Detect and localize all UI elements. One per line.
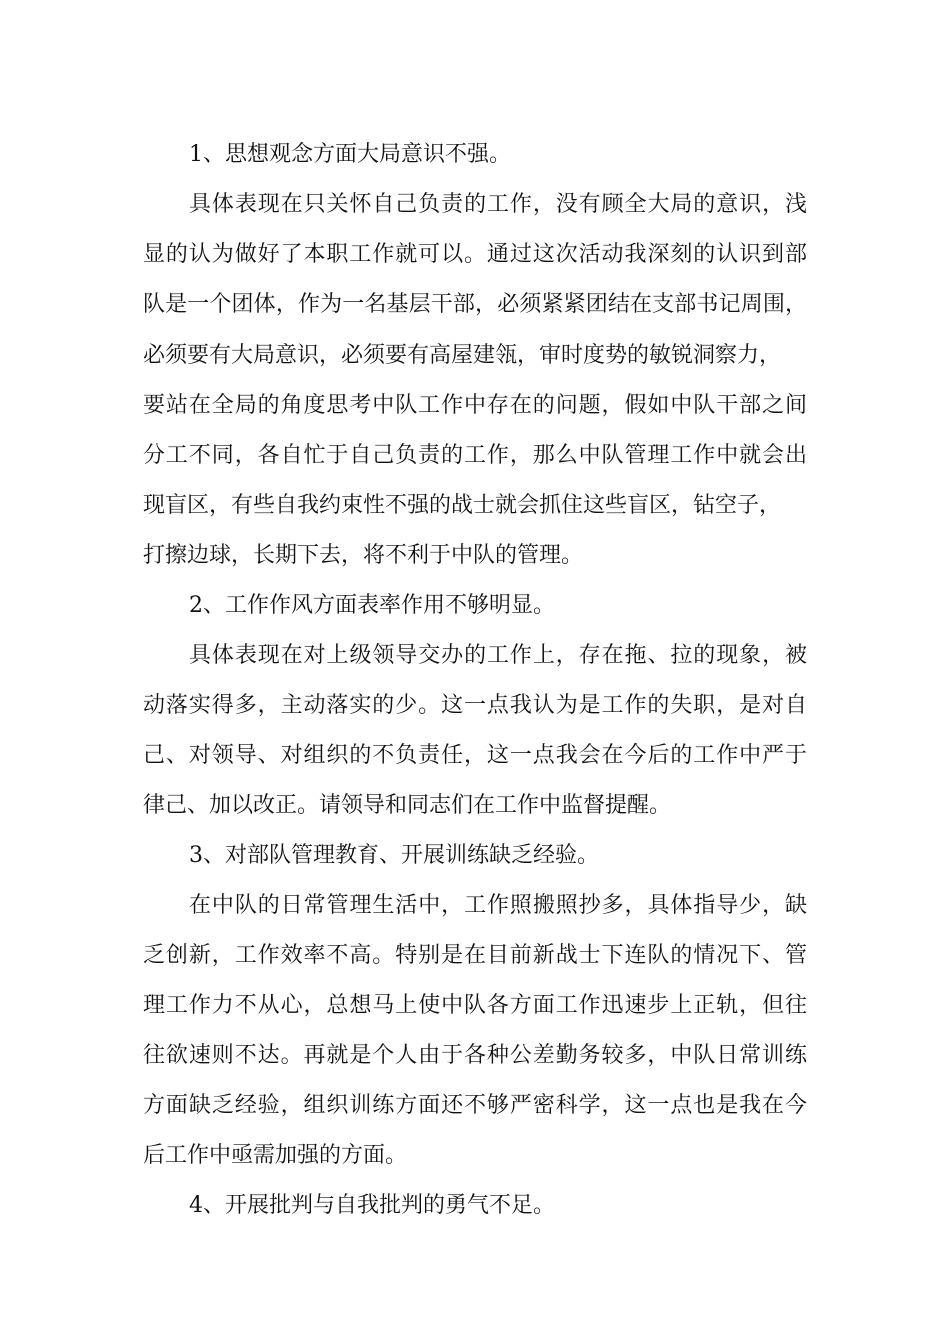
paragraph-line: 打擦边球，长期下去，将不利于中队的管理。 bbox=[143, 543, 584, 568]
paragraph-line: 现盲区，有些自我约束性不强的战士就会抓住这些盲区，钻空子， bbox=[143, 493, 782, 518]
paragraph-line: 必须要有大局意识，必须要有高屋建瓴，审时度势的敏锐洞察力， bbox=[143, 343, 782, 368]
paragraph-line: 显的认为做好了本职工作就可以。通过这次活动我深刻的认识到部 bbox=[143, 242, 807, 267]
paragraph-line: 己、对领导、对组织的不负责任，这一点我会在今后的工作中严于 bbox=[143, 743, 807, 768]
paragraph-line: 乏创新，工作效率不高。特别是在目前新战士下连队的情况下、管 bbox=[143, 943, 807, 968]
paragraph-line: 动落实得多，主动落实的少。这一点我认为是工作的失职，是对自 bbox=[143, 693, 807, 718]
section-heading-1: 1、思想观念方面大局意识不强。 bbox=[189, 142, 511, 167]
paragraph-line: 要站在全局的角度思考中队工作中存在的问题，假如中队干部之间 bbox=[143, 393, 807, 418]
section-heading-2: 2、工作作风方面表率作用不够明显。 bbox=[189, 593, 555, 618]
paragraph-line: 律己、加以改正。请领导和同志们在工作中监督提醒。 bbox=[143, 793, 672, 818]
paragraph-line: 方面缺乏经验，组织训练方面还不够严密科学，这一点也是我在今 bbox=[143, 1093, 807, 1118]
paragraph-line: 往欲速则不达。再就是个人由于各种公差勤务较多，中队日常训练 bbox=[143, 1043, 807, 1068]
paragraph-line: 理工作力不从心，总想马上使中队各方面工作迅速步上正轨，但往 bbox=[143, 993, 807, 1018]
paragraph-line: 队是一个团体，作为一名基层干部，必须紧紧团结在支部书记周围， bbox=[143, 292, 807, 317]
paragraph-line: 在中队的日常管理生活中，工作照搬照抄多，具体指导少，缺 bbox=[189, 893, 807, 918]
paragraph-line: 具体表现在只关怀自己负责的工作，没有顾全大局的意识，浅 bbox=[189, 192, 807, 217]
paragraph-line: 具体表现在对上级领导交办的工作上，存在拖、拉的现象，被 bbox=[189, 643, 807, 668]
section-heading-4: 4、开展批判与自我批判的勇气不足。 bbox=[189, 1193, 555, 1218]
section-heading-3: 3、对部队管理教育、开展训练缺乏经验。 bbox=[189, 843, 599, 868]
paragraph-line: 分工不同，各自忙于自己负责的工作，那么中队管理工作中就会出 bbox=[143, 443, 807, 468]
paragraph-line: 后工作中亟需加强的方面。 bbox=[143, 1143, 408, 1168]
